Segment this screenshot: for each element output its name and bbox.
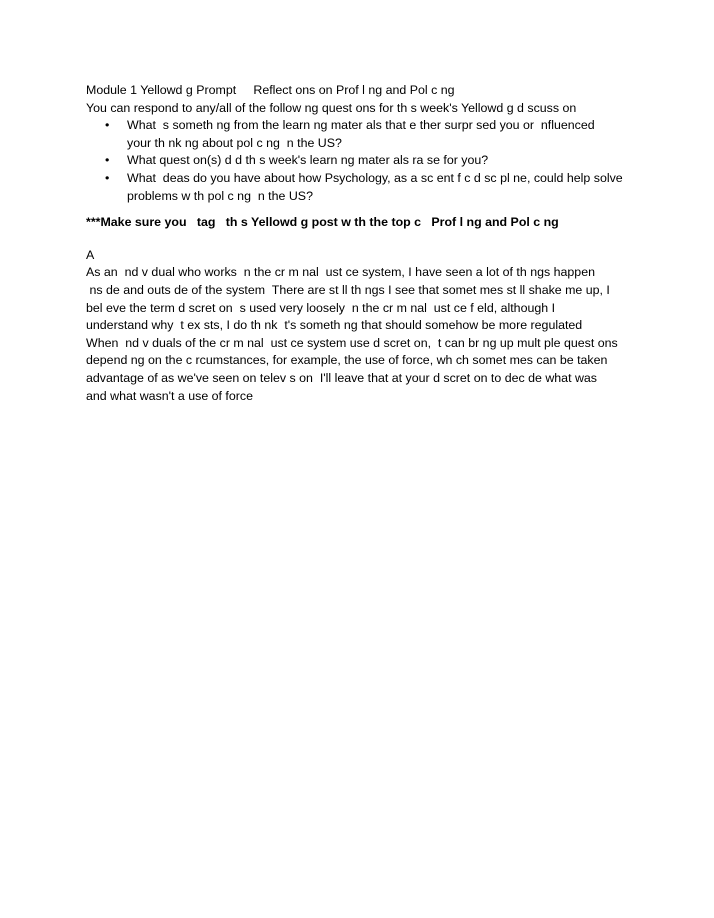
answer-line: depend ng on the c rcumstances, for example, the use of force, wh ch somet mes can be taken: [86, 353, 608, 368]
bullet-icon: •: [105, 170, 110, 185]
question-line: What s someth ng from the learn ng mater als that e ther surpr sed you or nfluenced: [127, 118, 595, 133]
answer-line: When nd v duals of the cr m nal ust ce system use d scret on, t can br ng up mult ple quest ons: [86, 335, 618, 350]
bullet-icon: •: [105, 118, 110, 133]
answer-line: As an nd v dual who works n the cr m nal ust ce system, I have seen a lot of th ngs happen: [86, 265, 595, 280]
answer-body: [86, 264, 644, 405]
answer-line: understand why t ex sts, I do th nk t's someth ng that should somehow be more regulated: [86, 318, 583, 333]
question-item: [86, 170, 644, 205]
question-line: What quest on(s) d d th s week's learn ng mater als ra se for you?: [127, 153, 489, 168]
answer-line: advantage of as we've seen on telev s on I'll leave that at your d scret on to dec de what was: [86, 370, 597, 385]
answer-line: and what wasn't a use of force: [86, 388, 253, 403]
answer-label: A: [86, 247, 95, 262]
question-line: problems w th pol c ng n the US?: [127, 188, 313, 203]
tag-note: ***Make sure you tag th s Yellowd g post w th the top c Prof l ng and Pol c ng: [86, 215, 559, 230]
answer-line: bel eve the term d scret on s used very loosely n the cr m nal ust ce f eld, although I: [86, 300, 556, 315]
prompt-intro: You can respond to any/all of the follow ng quest ons for th s week's Yellowd g d scuss on: [86, 100, 577, 115]
question-line: your th nk ng about pol c ng n the US?: [127, 135, 342, 150]
question-item: [86, 117, 644, 152]
question-item: [86, 152, 644, 170]
answer-line: ns de and outs de of the system There are st ll th ngs I see that somet mes st ll shake me up, I: [86, 282, 610, 297]
question-list: [86, 117, 644, 205]
bullet-icon: •: [105, 153, 110, 168]
prompt-heading: Module 1 Yellowd g Prompt Reflect ons on Prof l ng and Pol c ng: [86, 83, 455, 97]
question-line: What deas do you have about how Psychology, as a sc ent f c d sc pl ne, could help solve: [127, 170, 623, 185]
